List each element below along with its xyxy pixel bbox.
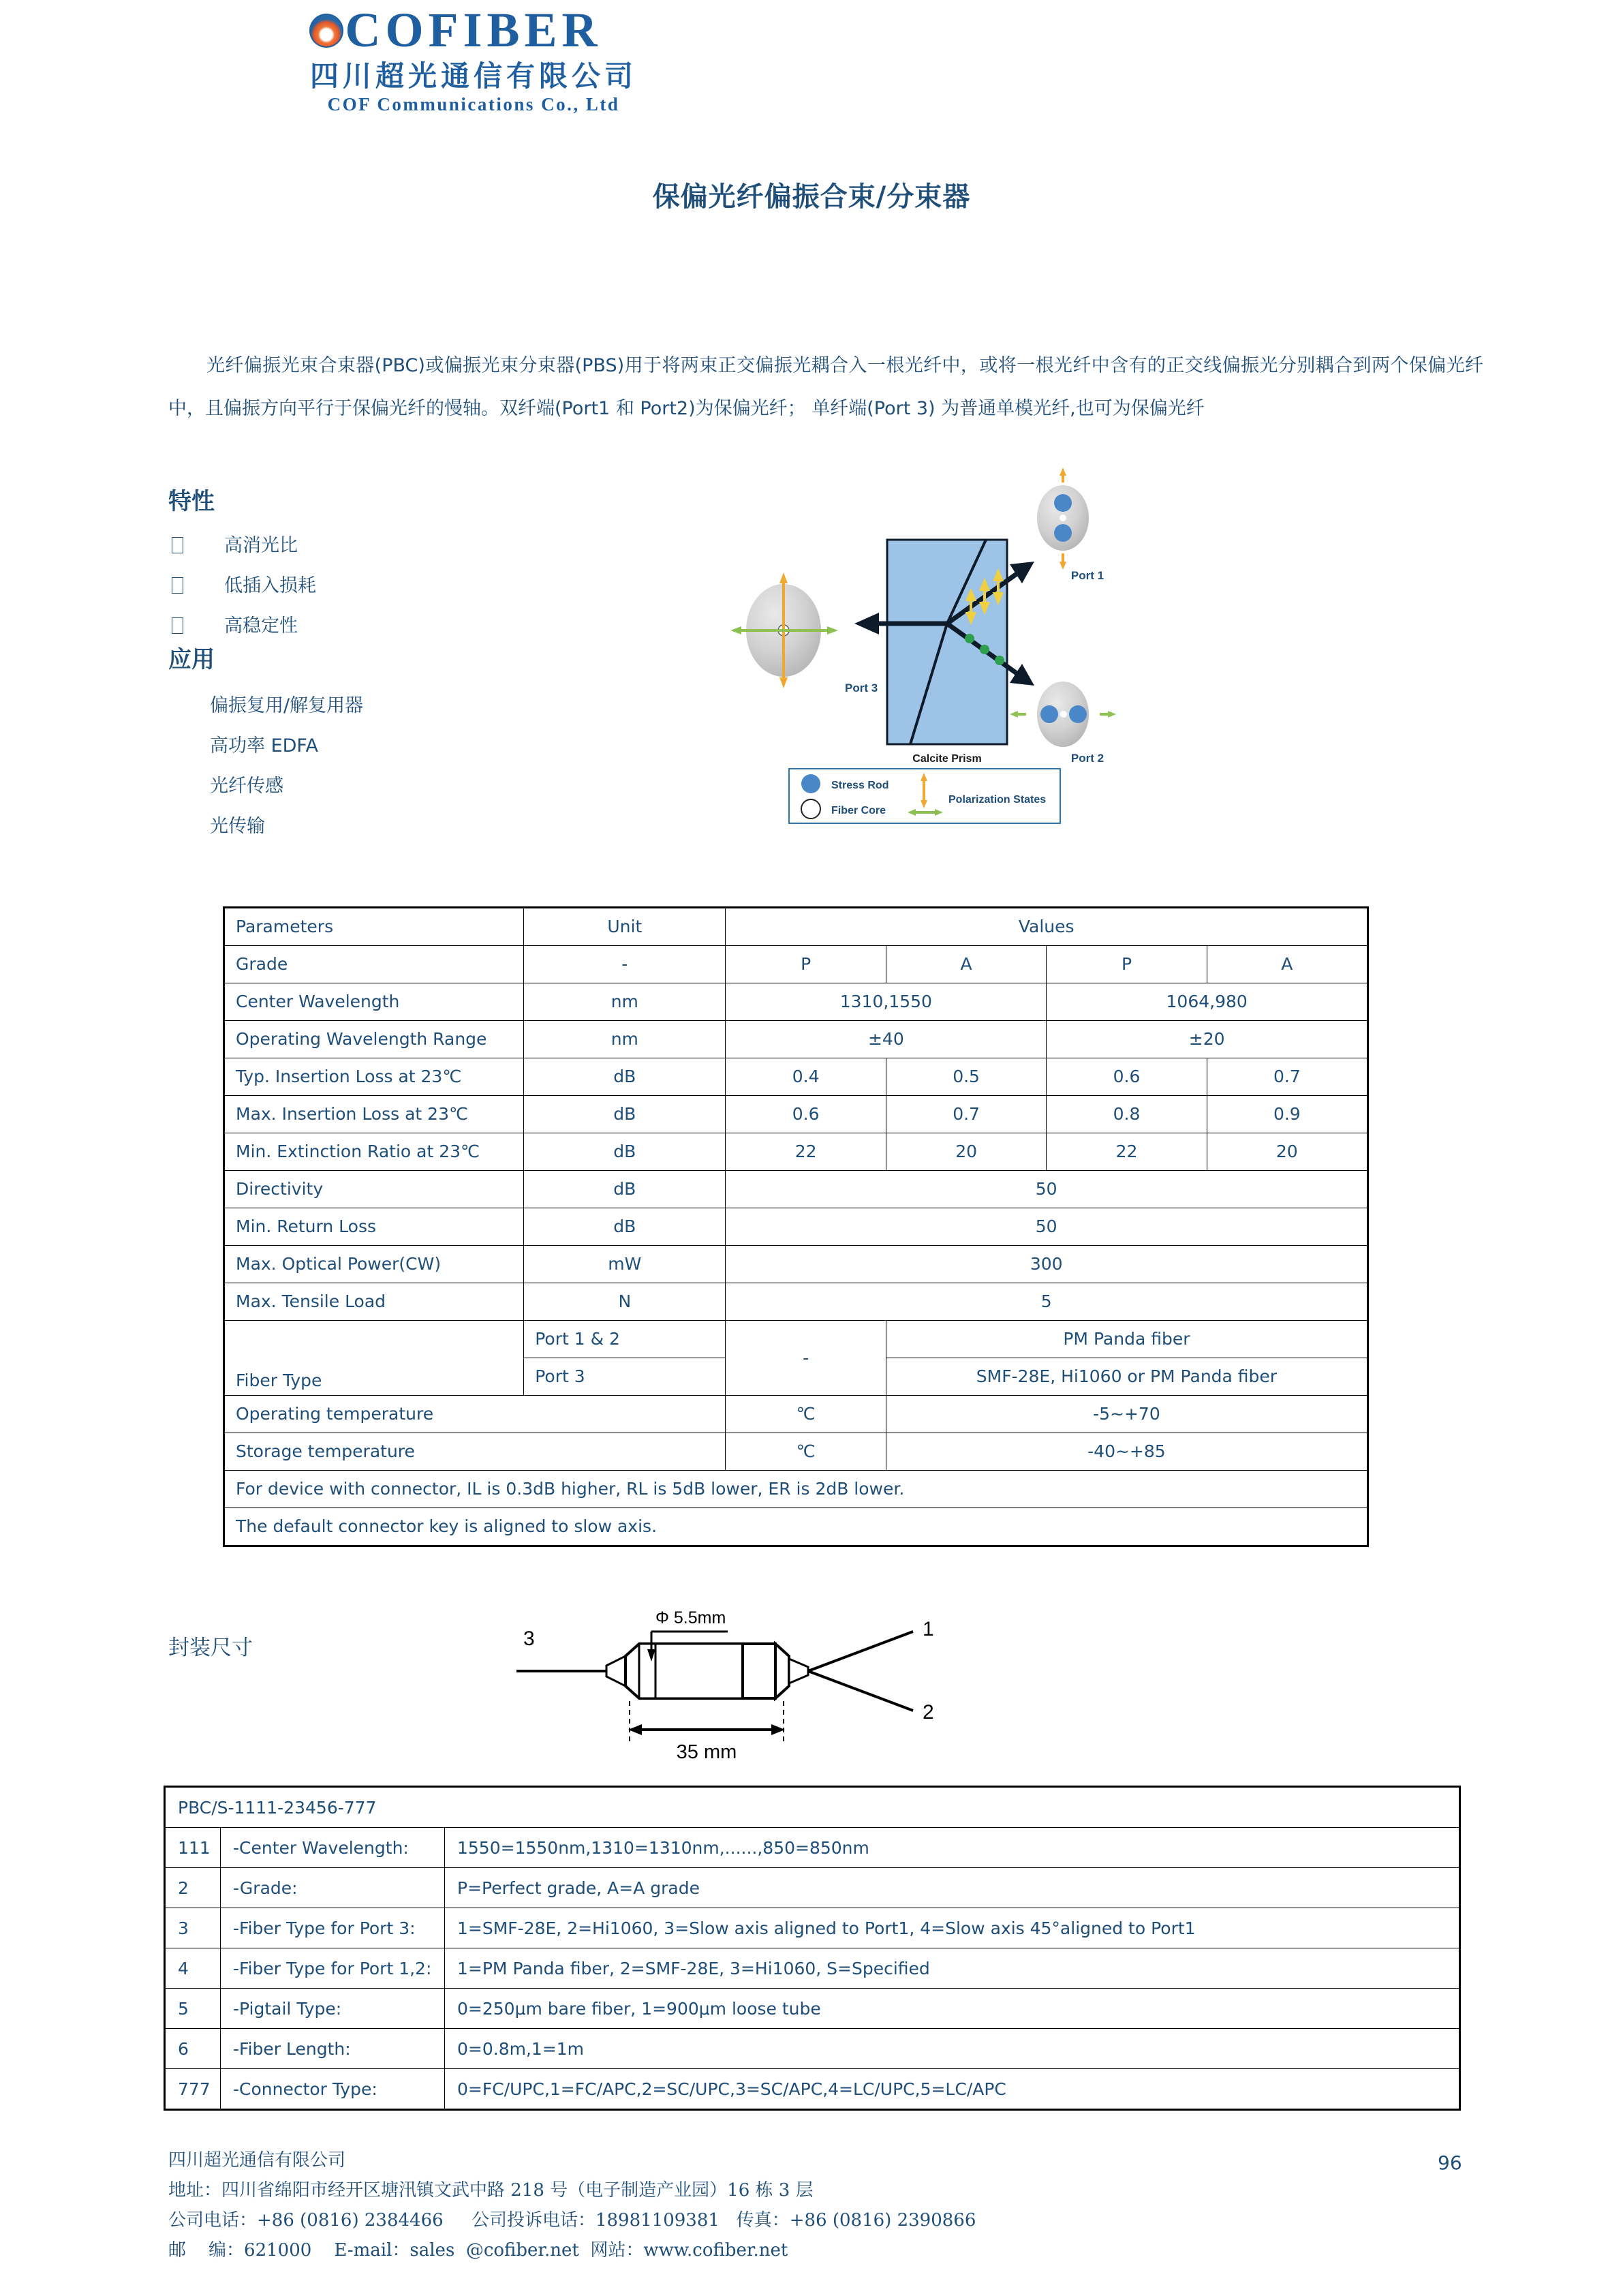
- port3-label: Port 3: [845, 682, 878, 694]
- note-text: For device with connector, IL is 0.3dB higher, RL is 5dB lower, ER is 2dB lower.: [224, 1471, 1368, 1508]
- row-value: 1064,980: [1047, 983, 1368, 1021]
- row-unit: N: [524, 1283, 726, 1321]
- row-label: Operating temperature: [224, 1396, 726, 1433]
- feature-label: 高稳定性: [224, 615, 298, 637]
- pkg-port2-label: 2: [923, 1701, 934, 1724]
- application-item: 光传输: [210, 816, 265, 837]
- part-number: PBC/S-1111-23456-777: [165, 1787, 1460, 1828]
- bullet-box-icon: [172, 577, 183, 594]
- ordering-information-table: [164, 1786, 1461, 2111]
- row-value: -5~+70: [886, 1396, 1367, 1433]
- row-value: 0.5: [886, 1058, 1046, 1096]
- row-value: 50: [726, 1171, 1368, 1208]
- row-label: Max. Insertion Loss at 23℃: [224, 1096, 524, 1133]
- row-unit: nm: [524, 983, 726, 1021]
- header-values: Values: [726, 908, 1368, 946]
- package-dimensions-heading: 封装尺寸: [168, 1636, 253, 1660]
- footer-address: 地址：四川省绵阳市经开区塘汛镇文武中路 218 号（电子制造产业园）16 栋 3 层: [168, 2180, 814, 2201]
- row-value: ±40: [726, 1021, 1047, 1058]
- row-unit: ℃: [726, 1396, 886, 1433]
- table-row: [165, 2069, 1460, 2110]
- port12-value: PM Panda fiber: [886, 1321, 1367, 1358]
- row-unit: dB: [524, 1133, 726, 1171]
- row-value: 300: [726, 1246, 1368, 1283]
- prism-label: Calcite Prism: [912, 753, 982, 765]
- table-row-header: [224, 908, 1368, 946]
- row-label: Max. Optical Power(CW): [224, 1246, 524, 1283]
- table-row: [165, 1828, 1460, 1868]
- diagram-legend: [789, 769, 1060, 823]
- row-label: Fiber Type: [224, 1321, 524, 1396]
- table-row: [224, 1208, 1368, 1246]
- pkg-port3-label: 3: [523, 1627, 535, 1650]
- table-row: [224, 1283, 1368, 1321]
- port2-label: Port 2: [1070, 752, 1104, 765]
- logo-english-name: COF Communications Co., Ltd: [327, 94, 620, 115]
- table-row-part-number: [165, 1787, 1460, 1828]
- order-field-name: -Fiber Type for Port 3:: [221, 1908, 445, 1948]
- logo-wordmark: [167, 5, 780, 57]
- footer-company: 四川超光通信有限公司: [168, 2150, 346, 2171]
- table-row: [224, 983, 1368, 1021]
- table-row: [224, 1096, 1368, 1133]
- table-row: [224, 1058, 1368, 1096]
- company-logo: [167, 5, 780, 114]
- order-field-name: -Pigtail Type:: [221, 1989, 445, 2029]
- table-row: [165, 1989, 1460, 2029]
- package-dimension-drawing: [477, 1608, 1124, 1772]
- row-label: Min. Extinction Ratio at 23℃: [224, 1133, 524, 1171]
- row-unit: -: [524, 946, 726, 983]
- row-unit: -: [726, 1321, 886, 1396]
- order-options: 1=SMF-28E, 2=Hi1060, 3=Slow axis aligned to Port1, 4=Slow axis 45°aligned to Port1: [445, 1908, 1460, 1948]
- order-code: 5: [165, 1989, 221, 2029]
- page-title: 保偏光纤偏振合束/分束器: [652, 181, 971, 213]
- table-row-fiber-type-port12: [224, 1321, 1368, 1358]
- feature-label: 高消光比: [224, 535, 298, 556]
- order-code: 111: [165, 1828, 221, 1868]
- order-field-name: -Grade:: [221, 1868, 445, 1908]
- row-unit: ℃: [726, 1433, 886, 1471]
- grade-cell: A: [1207, 946, 1367, 983]
- row-value: ±20: [1047, 1021, 1368, 1058]
- feature-label: 低插入损耗: [224, 575, 316, 596]
- table-row: [224, 1133, 1368, 1171]
- application-item: 高功率 EDFA: [210, 735, 318, 756]
- intro-paragraph: 光纤偏振光束合束器(PBC)或偏振光束分束器(PBS)用于将两束正交偏振光耦合入一根光纤中，或将一根光纤中含有的正交线偏振光分别耦合到两个保偏光纤中，且偏振方向平行于保偏光纤的慢轴。双纤端(Port1 和 Port2)为保偏光纤； 单纤端(Port 3) 为普通单模光纤,也可为保偏光纤: [168, 355, 1483, 419]
- features-heading: 特性: [168, 488, 215, 515]
- legend-stress-rod-icon: [801, 774, 820, 793]
- row-value: 0.6: [1047, 1058, 1207, 1096]
- table-row: [224, 1433, 1368, 1471]
- row-unit: dB: [524, 1058, 726, 1096]
- page-number: 96: [1438, 2152, 1462, 2174]
- row-value: -40~+85: [886, 1433, 1367, 1471]
- page-footer: [168, 2145, 1327, 2265]
- pkg-length-label: 35 mm: [676, 1741, 737, 1763]
- row-label: Max. Tensile Load: [224, 1283, 524, 1321]
- row-label: Min. Return Loss: [224, 1208, 524, 1246]
- legend-stress-rod-label: Stress Rod: [831, 780, 889, 791]
- sunburst-icon: [309, 14, 343, 48]
- row-value: 20: [886, 1133, 1046, 1171]
- port1-label: Port 1: [1070, 569, 1104, 582]
- grade-cell: P: [1047, 946, 1207, 983]
- row-unit: dB: [524, 1208, 726, 1246]
- row-label: Directivity: [224, 1171, 524, 1208]
- calcite-prism-shape: [887, 540, 1007, 744]
- logo-wordmark-text: COFIBER: [345, 3, 602, 57]
- row-unit: nm: [524, 1021, 726, 1058]
- stress-rod-icon: [1054, 494, 1072, 512]
- table-row: [224, 1021, 1368, 1058]
- note-text: The default connector key is aligned to slow axis.: [224, 1508, 1368, 1546]
- order-options: 1=PM Panda fiber, 2=SMF-28E, 3=Hi1060, S=Specified: [445, 1948, 1460, 1989]
- table-row: [165, 1948, 1460, 1989]
- row-unit: mW: [524, 1246, 726, 1283]
- order-code: 4: [165, 1948, 221, 1989]
- row-value: 22: [1047, 1133, 1207, 1171]
- order-code: 2: [165, 1868, 221, 1908]
- stress-rod-icon: [1054, 524, 1072, 542]
- pkg-port1-label: 1: [923, 1618, 934, 1640]
- legend-fiber-core-icon: [801, 799, 820, 818]
- table-row-note: [224, 1508, 1368, 1546]
- stress-rod-icon: [1040, 705, 1058, 723]
- legend-polarization-label: Polarization States: [948, 794, 1047, 806]
- order-code: 3: [165, 1908, 221, 1948]
- feature-item: [172, 530, 298, 557]
- order-options: 1550=1550nm,1310=1310nm,......,850=850nm: [445, 1828, 1460, 1868]
- row-value: 22: [726, 1133, 886, 1171]
- stress-rod-icon: [1069, 705, 1087, 723]
- port3-label: Port 3: [524, 1358, 726, 1396]
- table-row: [165, 1868, 1460, 1908]
- application-item: 光纤传感: [210, 776, 283, 797]
- order-code: 6: [165, 2029, 221, 2069]
- bullet-box-icon: [172, 617, 183, 634]
- row-label: Center Wavelength: [224, 983, 524, 1021]
- specifications-table: [223, 906, 1369, 1547]
- application-item: 偏振复用/解复用器: [210, 695, 364, 716]
- row-value: 0.8: [1047, 1096, 1207, 1133]
- port12-label: Port 1 & 2: [524, 1321, 726, 1358]
- order-field-name: -Center Wavelength:: [221, 1828, 445, 1868]
- order-options: 0=0.8m,1=1m: [445, 2029, 1460, 2069]
- feature-item: [172, 611, 298, 637]
- table-row: [165, 1908, 1460, 1948]
- feature-item: [172, 570, 316, 597]
- footer-phones: 公司电话：+86 (0816) 2384466 公司投诉电话：18981109381 传真：+86 (0816) 2390866: [168, 2210, 976, 2231]
- order-options: P=Perfect grade, A=A grade: [445, 1868, 1460, 1908]
- logo-chinese-name: 四川超光通信有限公司: [309, 59, 637, 93]
- table-row: [224, 1171, 1368, 1208]
- row-label: Operating Wavelength Range: [224, 1021, 524, 1058]
- row-value: 0.7: [886, 1096, 1046, 1133]
- table-row-note: [224, 1471, 1368, 1508]
- row-unit: dB: [524, 1096, 726, 1133]
- table-row: [224, 1246, 1368, 1283]
- pbc-principle-diagram: [709, 477, 1131, 816]
- row-value: 20: [1207, 1133, 1367, 1171]
- row-value: 5: [726, 1283, 1368, 1321]
- row-value: 1310,1550: [726, 983, 1047, 1021]
- pkg-diameter-label: Φ 5.5mm: [655, 1608, 726, 1627]
- row-value: 0.4: [726, 1058, 886, 1096]
- order-field-name: -Fiber Length:: [221, 2029, 445, 2069]
- row-value: 0.6: [726, 1096, 886, 1133]
- row-value: 0.9: [1207, 1096, 1367, 1133]
- grade-cell: A: [886, 946, 1046, 983]
- order-field-name: -Fiber Type for Port 1,2:: [221, 1948, 445, 1989]
- row-unit: dB: [524, 1171, 726, 1208]
- order-options: 0=FC/UPC,1=FC/APC,2=SC/UPC,3=SC/APC,4=LC/UPC,5=LC/APC: [445, 2069, 1460, 2110]
- applications-heading: 应用: [168, 646, 215, 673]
- footer-contact: 邮 编：621000 E-mail：sales @cofiber.net 网站：www.cofiber.net: [168, 2240, 788, 2261]
- bullet-box-icon: [172, 537, 183, 553]
- order-field-name: -Connector Type:: [221, 2069, 445, 2110]
- table-row: [224, 1396, 1368, 1433]
- legend-fiber-core-label: Fiber Core: [831, 805, 886, 816]
- row-value: 0.7: [1207, 1058, 1367, 1096]
- row-label: Grade: [224, 946, 524, 983]
- row-value: 50: [726, 1208, 1368, 1246]
- row-label: Typ. Insertion Loss at 23℃: [224, 1058, 524, 1096]
- row-label: Storage temperature: [224, 1433, 726, 1471]
- order-code: 777: [165, 2069, 221, 2110]
- order-options: 0=250μm bare fiber, 1=900μm loose tube: [445, 1989, 1460, 2029]
- header-unit: Unit: [524, 908, 726, 946]
- grade-cell: P: [726, 946, 886, 983]
- table-row: [165, 2029, 1460, 2069]
- header-parameters: Parameters: [224, 908, 524, 946]
- table-row-grade: [224, 946, 1368, 983]
- port3-value: SMF-28E, Hi1060 or PM Panda fiber: [886, 1358, 1367, 1396]
